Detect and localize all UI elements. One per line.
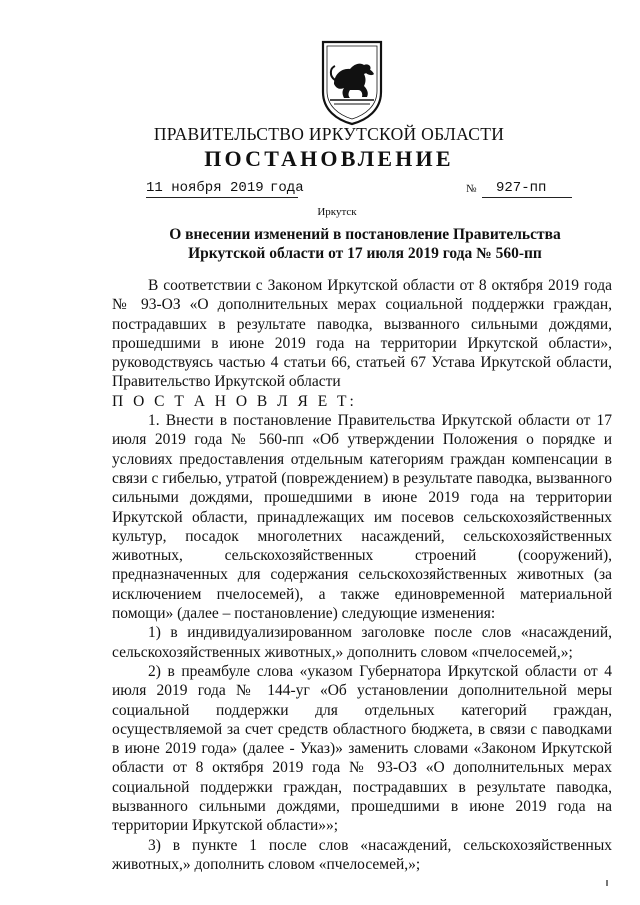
resolves-heading: П О С Т А Н О В Л Я Е Т: [112, 392, 357, 410]
city-label: Иркутск [317, 206, 357, 218]
document-body [112, 276, 612, 874]
number-sign: № [466, 183, 477, 195]
document-type-title: ПОСТАНОВЛЕНИЕ [204, 146, 454, 171]
government-title: ПРАВИТЕЛЬСТВО ИРКУТСКОЙ ОБЛАСТИ [153, 124, 505, 144]
subitem-2-paragraph: 2) в преамбуле слова «указом Губернатора Иркутской области от 4 июля 2019 года № 144-уг «Об установлении дополнительной меры социальной поддержки для отдельных категорий граждан, осуществляемой за счет средств областного бюджета, в связи с паводками в июне 2019 года» (далее - Указ)» заменить словами «Законом Иркутской области от 8 октября 2019 года № 93-ОЗ «О дополнительных мерах социальной поддержки граждан, пострадавших в результате паводка, вызванного сильными дождями, прошедшими в июне 2019 года на территории Иркутской области»»; [112, 662, 612, 835]
irkutsk-coat-of-arms-icon [320, 40, 384, 126]
preamble-paragraph: В соответствии с Законом Иркутской области от 8 октября 2019 года № 93-ОЗ «О дополнительных мерах социальной поддержки граждан, пострадавших в результате паводка, вызванного сильными дождями, прошедшими в июне 2019 года на территории Иркутской области», руководствуясь частью 4 статьи 66, статьей 67 Устава Иркутской области, Правительство Иркутской области [112, 277, 612, 391]
subject-line-1: О внесении изменений в постановление Правительства [169, 226, 561, 243]
document-date-suffix: года [270, 180, 304, 196]
item-1-paragraph: 1. Внести в постановление Правительства Иркутской области от 17 июля 2019 года № 560-пп «Об утверждении Положения о порядке и условиях предоставления отдельным категориям граждан компенсации в связи с гибелью, утратой (повреждением) в результате паводка, вызванного сильными дождями, прошедшими в июне 2019 года на территории Иркутской области, принадлежащих им посевов сельскохозяйственных культур, посадок многолетних насаждений, сельскохозяйственных животных, сельскохозяйственных строений (сооружений), предназначенных для содержания сельскохозяйственных животных (за исключением пчелосемей), а также единовременной материальной помощи» (далее – постановление) следующие изменения: [112, 412, 612, 623]
document-date: 11 ноября 2019 [146, 180, 298, 198]
subitem-3-paragraph: 3) в пункте 1 после слов «насаждений, сельскохозяйственных животных,» дополнить словом «пчелосемей,»; [112, 836, 612, 873]
scan-mark [606, 880, 608, 886]
document-subject [140, 225, 590, 263]
document-number: 927-пп [482, 180, 572, 198]
subject-line-2: Иркутской области от 17 июля 2019 года № 560-пп [188, 245, 542, 262]
subitem-1-paragraph: 1) в индивидуализированном заголовке после слов «насаждений, сельскохозяйственных животных,» дополнить словом «пчелосемей,»; [112, 624, 612, 661]
